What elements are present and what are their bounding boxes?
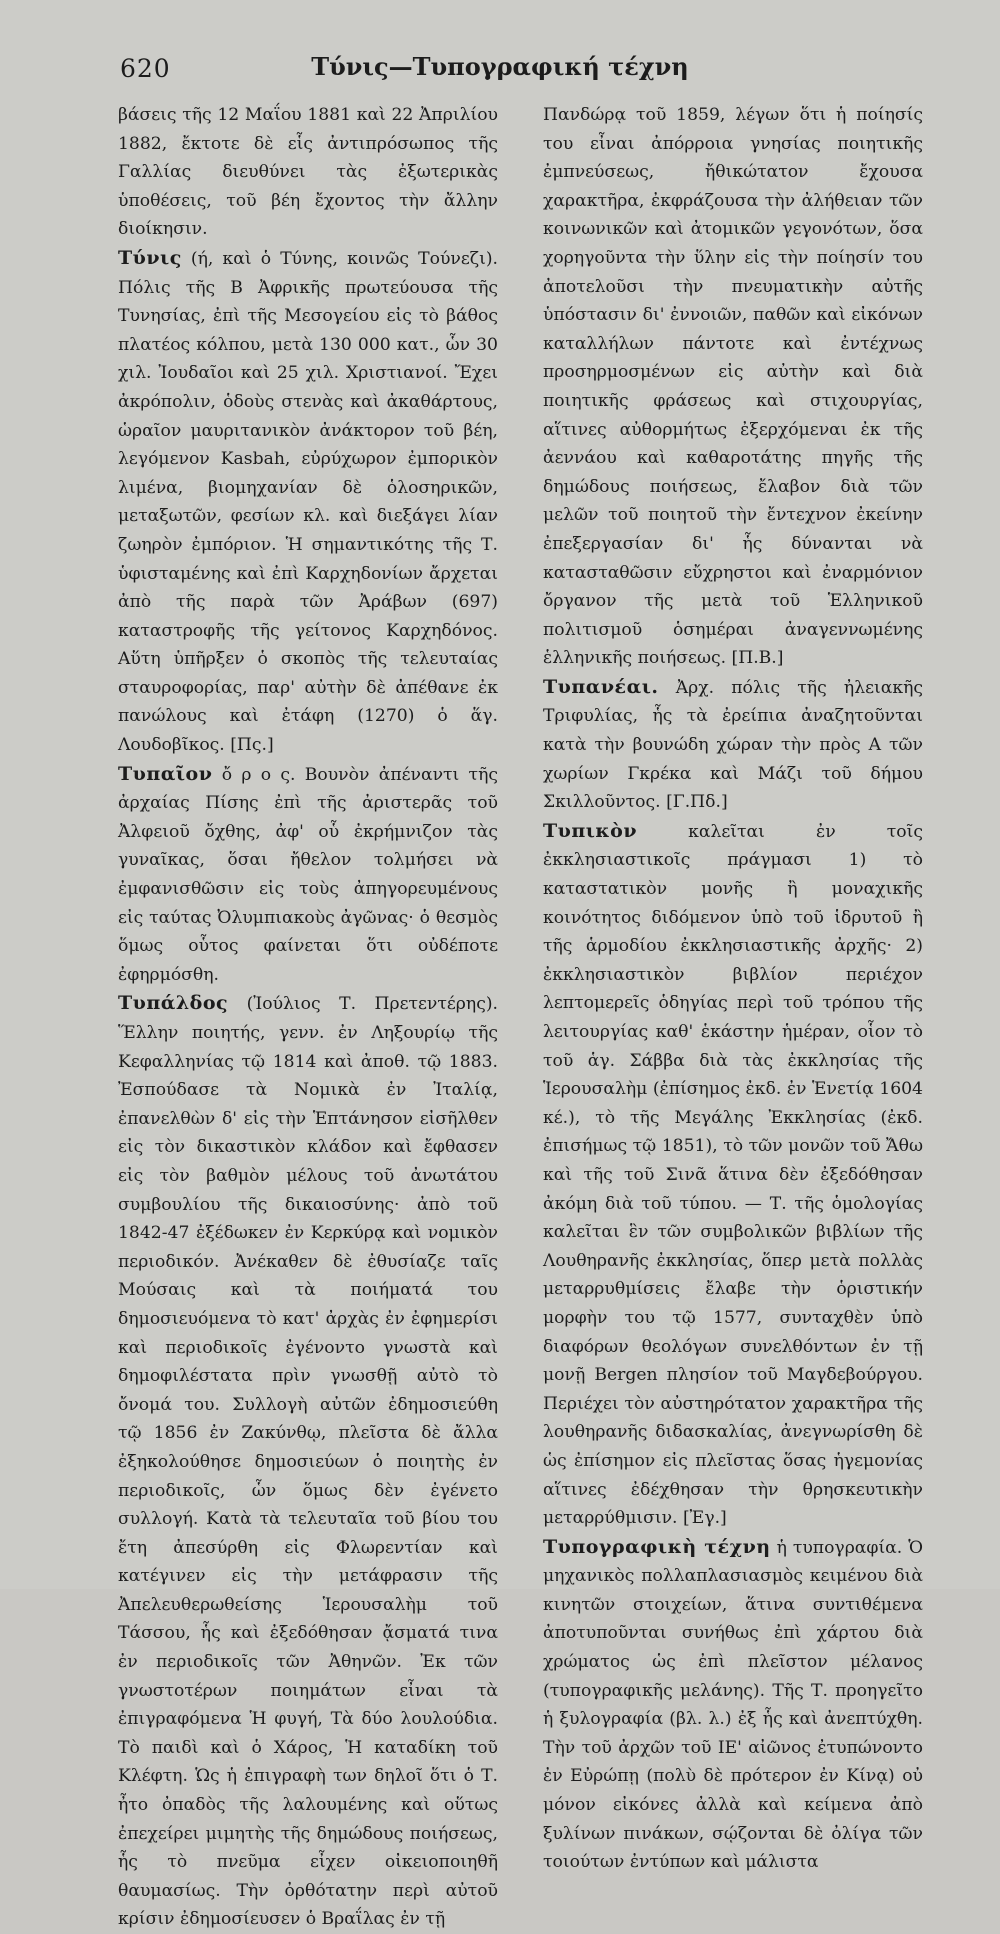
entry-headword: Τυπαῖον [118, 762, 213, 785]
page-number: 620 [120, 54, 171, 83]
entry-headword: Τυπανέαι. [543, 675, 659, 698]
entry-text: βάσεις τῆς 12 Μαΐου 1881 καὶ 22 Ἀπριλίου 1882, ἔκτοτε δὲ εἷς ἀντιπρόσωπος τῆς Γαλλίας διευθύνει τὰς ἐξωτερικὰς ὑποθέσεις, τοῦ βέη ἔχοντος τὴν ἄλλην διοίκησιν. [118, 105, 498, 240]
entry-paragraph [543, 817, 923, 1533]
entry-text: (ή, καὶ ὁ Τύνης, κοινῶς Τούνεζι). Πόλις τῆς Β Ἀφρικῆς πρωτεύουσα τῆς Τυνησίας, ἐπὶ τῆς Μεσογείου εἰς τὸ βάθος πλατέος κόλπου, μετὰ 130 000 κατ., ὧν 30 χιλ. Ἰουδαῖοι καὶ 25 χιλ. Χριστιανοί. Ἔχει ἀκρόπολιν, ὁδοὺς στενὰς καὶ ἀκαθάρτους, ὡραῖον μαυριτανικὸν ἀνάκτορον τοῦ βέη, λεγόμενον Kasbah, εὐρύχωρον ἐμπορικὸν λιμένα, βιομηχανίαν δὲ ὁλοσηρικῶν, μεταξωτῶν, φεσίων κλ. καὶ διεξάγει λίαν ζωηρὸν ἐμπόριον. Ἡ σημαντικότης τῆς Τ. ὑφισταμένης καὶ ἐπὶ Καρχηδονίων ἄρχεται ἀπὸ τῆς παρὰ τῶν Ἀράβων (697) καταστροφῆς τῆς γείτονος Καρχηδόνος. Αὕτη ὑπῆρξεν ὁ σκοπὸς τῆς τελευταίας σταυροφορίας, παρ' αὐτὴν δὲ ἀπέθανε ἐκ πανώλους καὶ ἐτάφη (1270) ὁ ἅγ. Λουδοβῖκος. [Πς.] [118, 248, 498, 756]
entry-paragraph [118, 760, 498, 990]
entry-headword: Τυπικὸν [543, 819, 638, 842]
entry-paragraph [118, 100, 498, 244]
right-column [543, 100, 923, 1877]
entry-headword: Τυπογραφικὴ τέχνη [543, 1535, 771, 1558]
entry-text: Πανδώρᾳ τοῦ 1859, λέγων ὅτι ἡ ποίησίς του εἶναι ἀπόρροια γνησίας ποιητικῆς ἐμπνεύσεως, ἤθικώτατον ἔχουσα χαρακτῆρα, ἐκφράζουσα τὴν ἀλήθειαν τῶν κοινωνικῶν καὶ ἀτομικῶν γεγονότων, ὅσα χορηγοῦντα τὴν ὕλην εἰς τὴν ποίησίν του ἀποτελοῦσι τὴν πνευματικὴν αὐτῆς ὑπόστασιν δι' ἐννοιῶν, παθῶν καὶ εἰκόνων καταλλήλων πάντοτε καὶ ἐντέχνως προσηρμοσμένων εἰς αὐτὴν καὶ διὰ ποιητικῆς φράσεως καὶ στιχουργίας, αἵτινες αὐθορμήτως ἐξερχόμεναι ἐκ τῆς ἀεννάου καὶ καθαροτάτης πηγῆς τῆς δημώδους ποιήσεως, ἔλαβον διὰ τῶν μελῶν τοῦ ποιητοῦ τὴν ἔντεχνον ἐκείνην ἐπεξεργασίαν δι' ἧς δύνανται νὰ κατασταθῶσιν εὔχρηστοι καὶ ἐναρμόνιον ὄργανον τῆς μετὰ τοῦ Ἑλληνικοῦ πολιτισμοῦ ὁσημέραι ἀναγεννωμένης ἑλληνικῆς ποιήσεως. [Π.Β.] [543, 105, 923, 669]
entry-paragraph [543, 100, 923, 673]
entry-text: Ἀρχ. πόλις τῆς ἠλειακῆς Τριφυλίας, ἧς τὰ ἐρείπια ἀναζητοῦνται κατὰ τὴν βουνώδη χώραν τὴν πρὸς Α τῶν χωρίων Γκρέκα καὶ Μάζι τοῦ δήμου Σκιλλοῦντος. [Γ.Πδ.] [543, 677, 923, 813]
entry-paragraph [118, 989, 498, 1934]
entry-paragraph [543, 1533, 923, 1877]
entry-paragraph [118, 244, 498, 760]
page-header [110, 48, 890, 88]
entry-text: (Ἰούλιος Τ. Πρετεντέρης). Ἕλλην ποιητής, γενν. ἐν Ληξουρίῳ τῆς Κεφαλληνίας τῷ 1814 καὶ ἀποθ. τῷ 1883. Ἐσπούδασε τὰ Νομικὰ ἐν Ἰταλίᾳ, ἐπανελθὼν δ' εἰς τὴν Ἑπτάνησον εἰσῆλθεν εἰς τὸν δικαστικὸν κλάδον καὶ ἔφθασεν εἰς τὸν βαθμὸν μέλους τοῦ ἀνωτάτου συμβουλίου τῆς δικαιοσύνης· ἀπὸ τοῦ 1842-47 ἐξέδωκεν ἐν Κερκύρᾳ καὶ νομικὸν περιοδικόν. Ἀνέκαθεν δὲ ἐθυσίαζε ταῖς Μούσαις καὶ τὰ ποιήματά του δημοσιευόμενα τὸ κατ' ἀρχὰς ἐν ἐφημερίσι καὶ περιοδικοῖς ἐγένοντο γνωστὰ καὶ δημοφιλέστατα πρὶν γνωσθῇ αὐτὸ τὸ ὄνομά του. Συλλογὴ αὐτῶν ἐδημοσιεύθη τῷ 1856 ἐν Ζακύνθῳ, πλεῖστα δὲ ἄλλα ἐξηκολούθησε δημοσιεύων ὁ ποιητὴς ἐν περιοδικοῖς, ὧν ὅμως δὲν ἐγένετο συλλογή. Κατὰ τὰ τελευταῖα τοῦ βίου του ἔτη ἀπεσύρθη εἰς Φλωρεντίαν καὶ κατέγινεν εἰς τὴν μετάφρασιν τῆς Ἀπελευθερωθείσης Ἱερουσαλὴμ τοῦ Τάσσου, ἧς καὶ ἐξεδόθησαν ᾄσματά τινα ἐν περιοδικοῖς τῶν Ἀθηνῶν. Ἐκ τῶν γνωστοτέρων ποιημάτων εἶναι τὰ ἐπιγραφόμενα Ἡ φυγή, Τὰ δύο λουλούδια. Τὸ παιδὶ καὶ ὁ Χάρος, Ἡ καταδίκη τοῦ Κλέφτη. Ὡς ἡ ἐπιγραφὴ των δηλοῖ ὅτι ὁ Τ. ἦτο ὀπαδὸς τῆς λαλουμένης καὶ οὕτως ἐπεχείρει μιμητὴς τῆς δημώδους ποιήσεως, ἧς τὸ πνεῦμα εἶχεν οἰκειοποιηθῆ θαυμασίως. Τὴν ὀρθότατην περὶ αὐτοῦ κρίσιν ἐδημοσίευσεν ὁ Βραΐλας ἐν τῇ [118, 994, 498, 1930]
entry-paragraph [543, 673, 923, 817]
entry-text: ὄ ρ ο ς. Βουνὸν ἀπέναντι τῆς ἀρχαίας Πίσης ἐπὶ τῆς ἀριστερᾶς τοῦ Ἀλφειοῦ ὄχθης, ἀφ' οὗ ἐκρήμνιζον τὰς γυναῖκας, ὅσαι ἤθελον τολμήσει νὰ ἐμφανισθῶσιν εἰς τοὺς ἀπηγορευμένους εἰς ταύτας Ὀλυμπιακοὺς ἀγῶνας· ὁ θεσμὸς ὅμως οὗτος φαίνεται ὅτι οὐδέποτε ἐφηρμόσθη. [118, 764, 498, 985]
entry-text: ἡ τυπογραφία. Ὁ μηχανικὸς πολλαπλασιασμὸς κειμένου διὰ κινητῶν στοιχείων, ἅτινα συντιθέμενα ἀποτυποῦνται συνήθως ἐπὶ χάρτου διὰ χρώματος ὡς ἐπὶ πλεῖστον μέλανος (τυπογραφικῆς μελάνης). Τῆς Τ. προηγεῖτο ἡ ξυλογραφία (βλ. λ.) ἐξ ἧς καὶ ἀνεπτύχθη. Τὴν τοῦ ἀρχῶν τοῦ ΙΕ' αἰῶνος ἐτυπώνοντο ἐν Εὐρώπῃ (πολὺ δὲ πρότερον ἐν Κίνᾳ) οὐ μόνον εἰκόνες ἀλλὰ καὶ κείμενα ἀπὸ ξυλίνων πινάκων, σῴζονται δὲ ὀλίγα τῶν τοιούτων ἐντύπων καὶ μάλιστα [543, 1537, 923, 1873]
entry-text: καλεῖται ἐν τοῖς ἐκκλησιαστικοῖς πράγμασι 1) τὸ καταστατικὸν μονῆς ἢ μοναχικῆς κοινότητος διδόμενον ὑπὸ τοῦ ἱδρυτοῦ ἢ τῆς ἁρμοδίου ἐκκλησιαστικῆς ἀρχῆς· 2) ἐκκλησιαστικὸν βιβλίον περιέχον λεπτομερεῖς ὁδηγίας περὶ τοῦ τρόπου τῆς λειτουργίας καθ' ἑκάστην ἡμέραν, οἷον τὸ τοῦ ἁγ. Σάββα διὰ τὰς ἐκκλησίας τῆς Ἱερουσαλὴμ (ἐπίσημος ἐκδ. ἐν Ἑνετίᾳ 1604 κέ.), τὸ τῆς Μεγάλης Ἐκκλησίας (ἐκδ. ἐπισήμως τῷ 1851), τὸ τῶν μονῶν τοῦ Ἄθω καὶ τῆς τοῦ Σινᾶ ἅτινα δὲν ἐξεδόθησαν ἀκόμη διὰ τοῦ τύπου. — Τ. τῆς ὁμολογίας καλεῖται ἓν τῶν συμβολικῶν βιβλίων τῆς Λουθηρανῆς ἐκκλησίας, ὅπερ μετὰ πολλὰς μεταρρυθμίσεις ἔλαβε τὴν ὁριστικήν μορφὴν του τῷ 1577, συνταχθὲν ὑπὸ διαφόρων θεολόγων συνελθόντων ἐν τῇ μονῇ Bergen πλησίον τοῦ Μαγδεβούργου. Περιέχει τὸν αὐστηρότατον χαρακτῆρα τῆς λουθηρανῆς διδασκαλίας, ἀνεγνωρίσθη δὲ ὡς ἐπίσημον εἰς πλεῖστας ὅσας ἡγεμονίας αἵτινες ἐδέχθησαν τὴν θρησκευτικὴν μεταρρύθμισιν. [Ἐγ.] [543, 821, 923, 1529]
entry-headword: Τύνις [118, 246, 182, 269]
running-title: Τύνις—Τυπογραφική τέχνη [311, 52, 689, 81]
entry-headword: Τυπάλδος [118, 992, 229, 1015]
left-column [118, 100, 498, 1934]
